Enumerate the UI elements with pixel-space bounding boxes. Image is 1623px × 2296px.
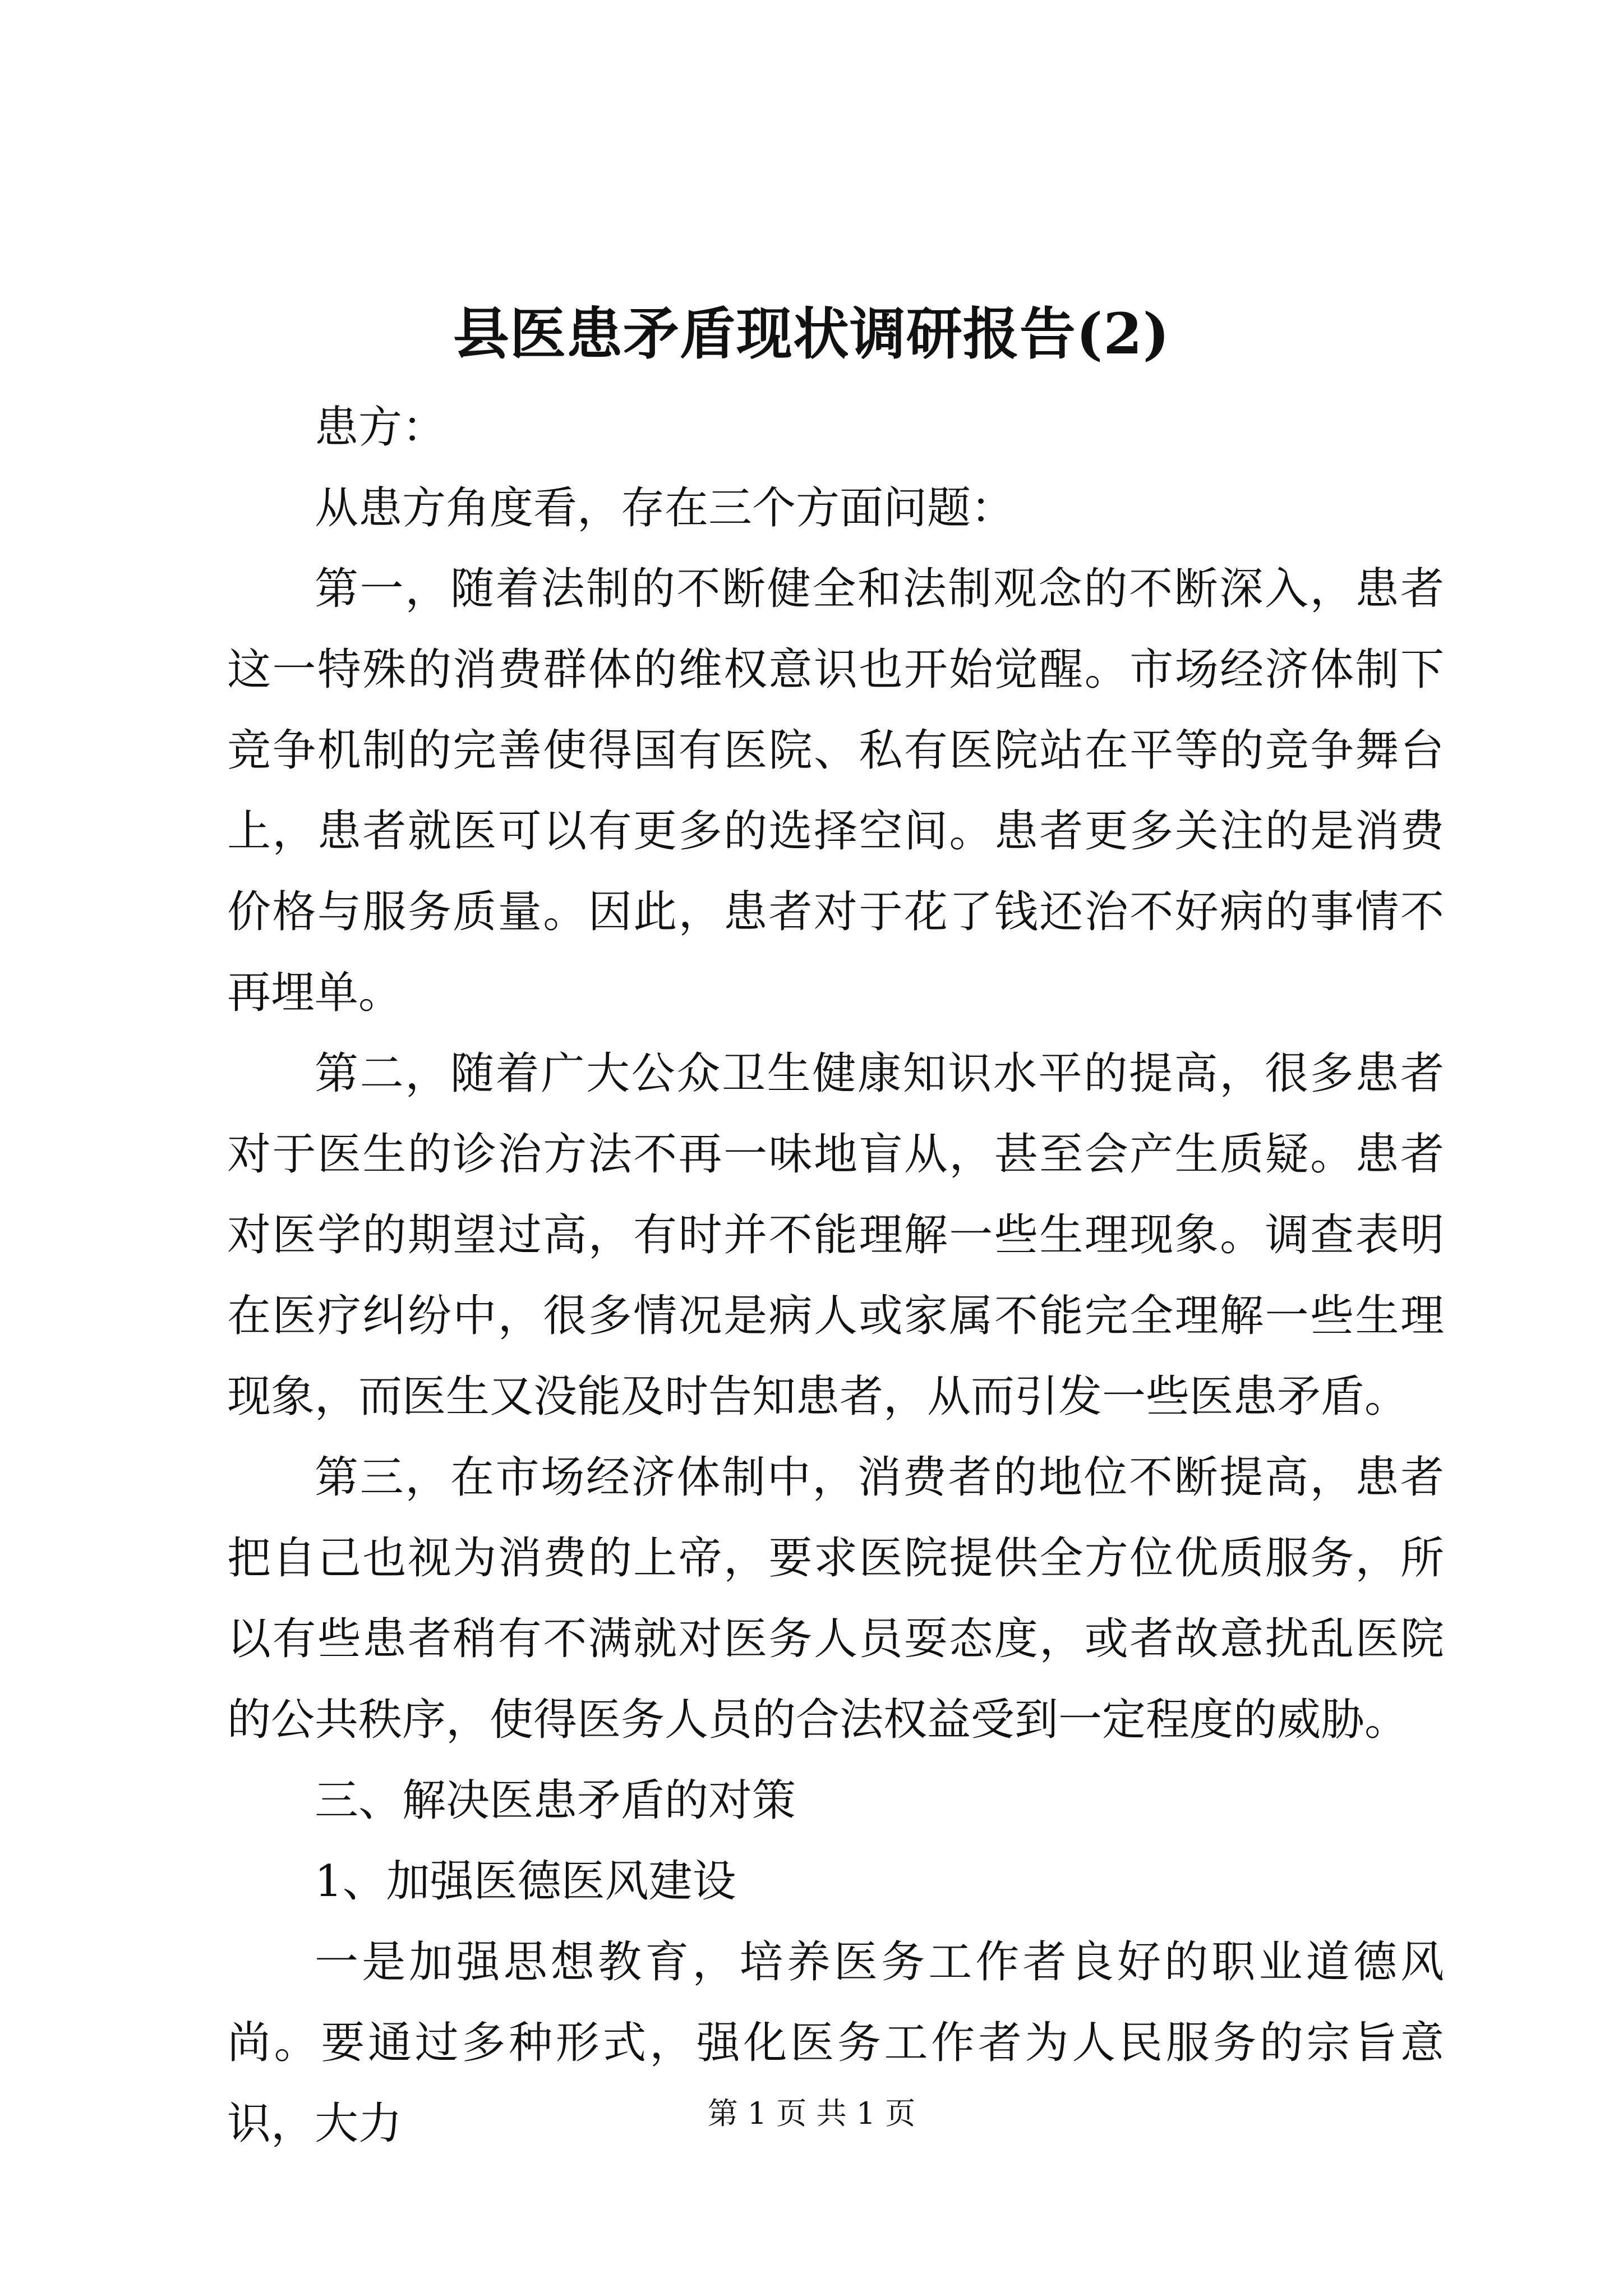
subsection-heading-ethics: 1、加强医德医风建设 xyxy=(315,1856,736,1907)
paragraph-second-issue: 第二，随着广大公众卫生健康知识水平的提高，很多患者对于医生的诊治方法不再一味地盲从，甚至会产生质疑。患者对医学的期望过高，有时并不能理解一些生理现象。调查表明在医疗纠纷中，很多情况是病人或家属不能完全理解一些生理现象，而医生又没能及时告知患者，从而引发一些医患矛盾。 xyxy=(227,1048,1444,1422)
page-footer: 第 1 页 共 1 页 xyxy=(707,2096,916,2131)
paragraph-first-issue: 第一，随着法制的不断健全和法制观念的不断深入，患者这一特殊的消费群体的维权意识也开始觉醒。市场经济体制下竞争机制的完善使得国有医院、私有医院站在平等的竞争舞台上，患者就医可以有更多的选择空间。患者更多关注的是消费价格与服务质量。因此，患者对于花了钱还治不好病的事情不再埋单。 xyxy=(227,564,1444,1018)
section-heading-countermeasures: 三、解决医患矛盾的对策 xyxy=(315,1775,796,1826)
paragraph-ethics-education: 一是加强思想教育，培养医务工作者良好的职业道德风尚。要通过多种形式，强化医务工作者为人民服务的宗旨意识，大力 xyxy=(227,1937,1444,2149)
paragraph-patient-intro: 从患方角度看，存在三个方面问题： xyxy=(315,483,1015,533)
document-body xyxy=(227,387,1444,2164)
document-title: 县医患矛盾现状调研报告(2) xyxy=(453,301,1170,367)
paragraph-patient-heading: 患方： xyxy=(315,402,446,453)
paragraph-third-issue: 第三，在市场经济体制中，消费者的地位不断提高，患者把自己也视为消费的上帝，要求医院提供全方位优质服务，所以有些患者稍有不满就对医务人员耍态度，或者故意扰乱医院的公共秩序，使得医务人员的合法权益受到一定程度的威胁。 xyxy=(227,1452,1444,1745)
